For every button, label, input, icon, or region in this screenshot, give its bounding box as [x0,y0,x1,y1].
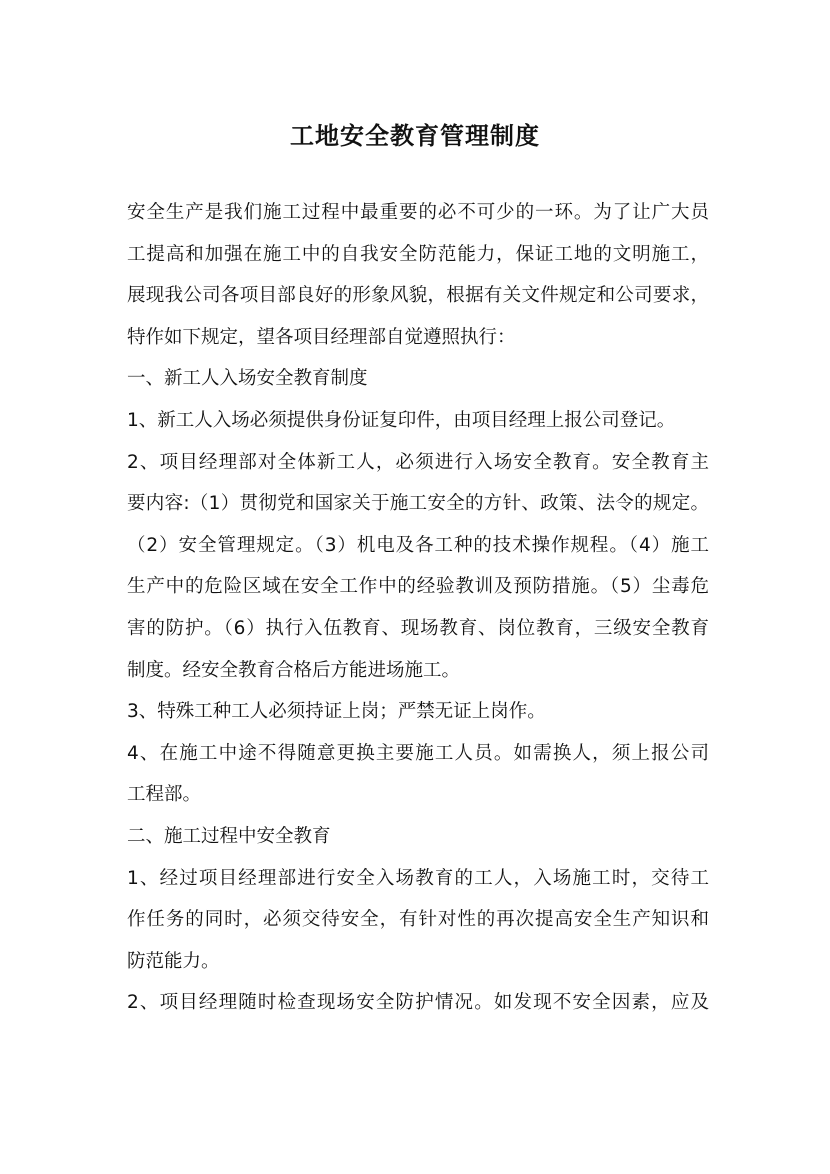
list-item: 3、特殊工种工人必须持证上岗；严禁无证上岗作。 [127,701,546,723]
paragraph-line: 害的防护。（6）执行入伍教育、现场教育、岗位教育，三级安全教育 [127,617,709,639]
paragraph-line: 要内容:（1）贯彻党和国家关于施工安全的方针、政策、法令的规定。 [127,493,709,515]
list-item: 2、项目经理部对全体新工人，必须进行入场安全教育。安全教育主 [127,451,709,473]
list-item: 1、经过项目经理部进行安全入场教育的工人，入场施工时，交待工 [127,867,709,889]
document-body [127,192,709,1024]
paragraph-line: 作任务的同时，必须交待安全，有针对性的再次提高安全生产知识和 [127,909,709,931]
paragraph-line: （2）安全管理规定。（3）机电及各工种的技术操作规程。（4）施工 [127,534,709,556]
paragraph-line: 防范能力。 [127,950,220,972]
paragraph-line: 工提高和加强在施工中的自我安全防范能力，保证工地的文明施工， [127,243,709,265]
paragraph-line: 制度。经安全教育合格后方能进场施工。 [127,659,461,681]
document-title: 工地安全教育管理制度 [290,122,540,150]
list-item: 2、项目经理随时检查现场安全防护情况。如发现不安全因素，应及 [127,992,709,1014]
list-item: 4、在施工中途不得随意更换主要施工人员。如需换人，须上报公司 [127,742,709,764]
paragraph-line: 工程部。 [127,784,202,806]
paragraph-line: 特作如下规定，望各项目经理部自觉遵照执行： [127,326,516,348]
list-item: 1、新工人入场必须提供身份证复印件，由项目经理上报公司登记。 [127,409,676,431]
section-heading: 一、新工人入场安全教育制度 [127,368,368,390]
paragraph-line: 展现我公司各项目部良好的形象风貌，根据有关文件规定和公司要求， [127,285,709,307]
paragraph-line: 安全生产是我们施工过程中最重要的必不可少的一环。为了让广大员 [127,202,709,223]
section-heading: 二、施工过程中安全教育 [127,825,331,847]
paragraph-line: 生产中的危险区域在安全工作中的经验教训及预防措施。（5）尘毒危 [127,576,709,598]
